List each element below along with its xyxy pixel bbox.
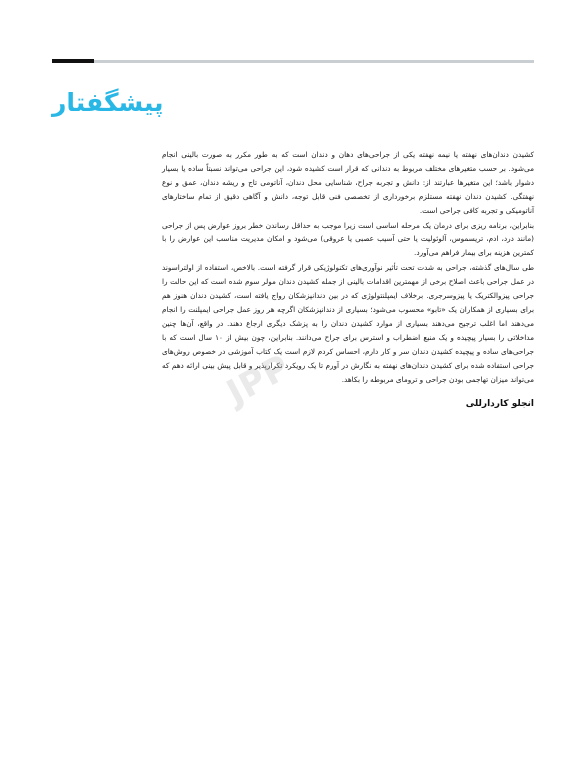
author-signature: انجلو کاردارللی bbox=[465, 399, 534, 409]
paragraph: طی سال‌های گذشته، جراحی به شدت تحت تأثیر نوآوری‌های تکنولوژیکی قرار گرفته است. بالاخص، استفاده از اولتراسوند در عمل جراحی باعث اصلاح برخی از مهمترین اقدامات بالینی از جمله کشیدن دندان مولر سوم شده است که این حالت را جراحی پیزوالکتریک یا پیزوسرجری. برخلاف ایمپلنتولوژی که در بین دندانپزشکان رواج یافته است، کشیدن دندان هنوز هم برای بسیاری از همکاران یک «تابو» محسوب می‌شود؛ بسیاری از دندانپزشکان اگرچه هر روز عمل جراحی ایمپلنت را انجام می‌دهند اما اغلب ترجیح می‌دهند بسیاری از موارد کشیدن دندان را به پزشک دیگری ارجاع دهند. در واقع، آن‌ها چنین مداخلاتی را بسیار پیچیده و یک منبع اضطراب و استرس برای جراح می‌دانند. بنابراین، چون بیش از ۱۰ سال است که با جراحی‌های ساده و پیچیده کشیدن دندان سر و کار دارم، احساس کردم لازم است یک کتاب آموزشی در خصوص روش‌های جراحی استفاده شده برای کشیدن دندان‌های نهفته به نگارش در آورم تا یک رویکرد تکرارپذیر و قابل پیش بینی ارائه دهم که می‌تواند میزان تهاجمی بودن جراحی و ترومای مربوطه را بکاهد. bbox=[162, 263, 534, 384]
preface-body bbox=[162, 148, 534, 387]
paragraph: کشیدن دندان‌های نهفته یا نیمه نهفته یکی از جراحی‌های دهان و دندان است که به طور مکرر به صورت بالینی انجام می‌شود. بر حسب متغیرهای مختلف مربوط به دندانی که قرار است کشیده شود، این جراحی می‌تواند نسبتاً ساده یا بسیار دشوار باشد؛ این متغیرها عبارتند از: دانش و تجربه جراح، شناسایی محل دندان، آناتومی تاج و ریشه دندان، عمق و نوع نهفتگی. کشیدن دندان نهفته مستلزم برخورداری از تخصصی فنی قابل توجه، دانش و آگاهی دقیق از تمام ساختارهای آناتومیکی و تجربه کافی جراحی است. bbox=[162, 150, 534, 215]
watermark: JPP bbox=[220, 346, 298, 414]
chapter-title: پیشگفتار bbox=[52, 88, 164, 117]
top-rule-accent bbox=[52, 59, 94, 63]
top-rule bbox=[52, 60, 534, 63]
paragraph: بنابراین، برنامه ریزی برای درمان یک مرحله اساسی است زیرا موجب به حداقل رساندن خطر بروز عوارض پس از جراحی (مانند درد، ادم، تریسموس، آلوئولیت یا حتی آسیب عصبی یا عروقی) می‌شود و امکان مدیریت مناسب این عوارض را با کمترین هزینه برای بیمار فراهم می‌آورد. bbox=[162, 220, 534, 258]
